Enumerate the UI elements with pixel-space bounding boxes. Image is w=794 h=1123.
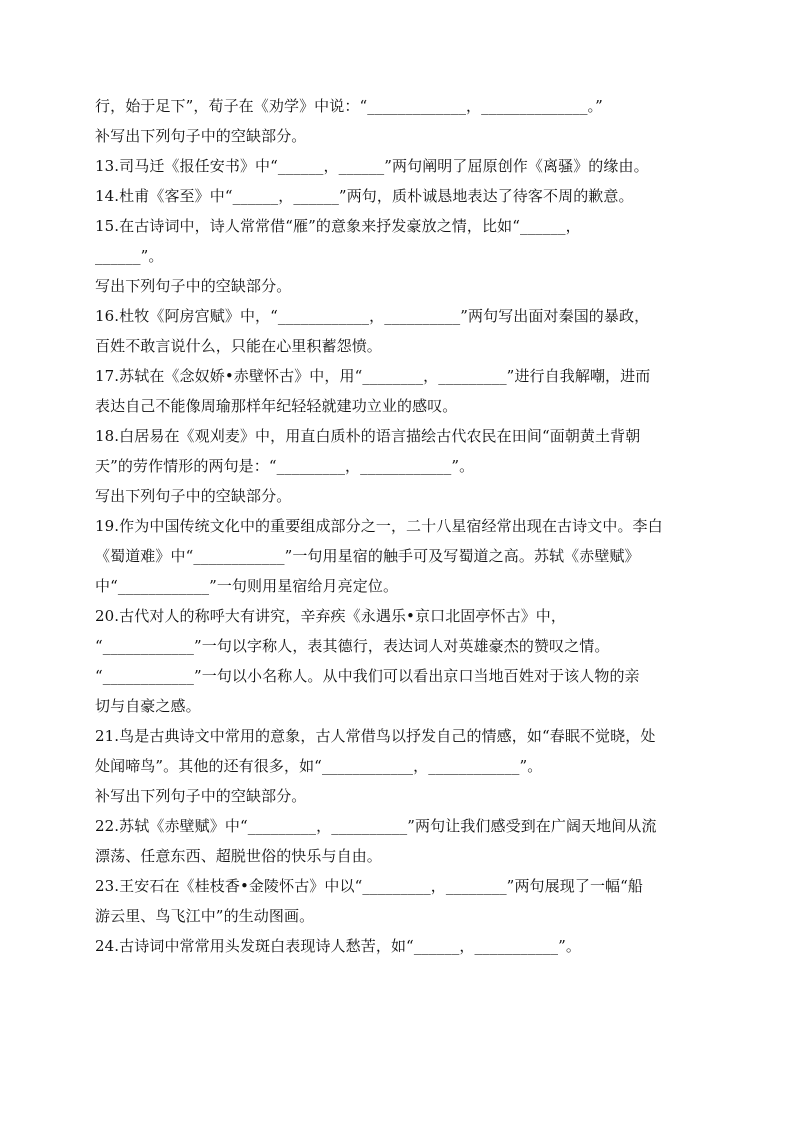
question-20-continued: “____________”一句以小名称人。从中我们可以看出京口当地百姓对于该人物的亲 [95,667,640,685]
question-21-continued: 处闻啼鸟”。其他的还有很多，如“____________，____________”。 [95,757,543,775]
question-15-continued: ______”。 [95,247,164,265]
question-16-continued: 百姓不敢言说什么，只能在心里积蓄怨愤。 [95,337,382,355]
document-body [95,91,715,961]
question-13: 13.司马迁《报任安书》中“______，______”两句阐明了屈原创作《离骚》的缘由。 [95,157,649,175]
question-19-continued: 《蜀道难》中“____________”一句用星宿的触手可及写蜀道之高。苏轼《赤壁赋》 [95,547,640,565]
section-instruction: 补写出下列句子中的空缺部分。 [95,127,307,145]
section-instruction: 写出下列句子中的空缺部分。 [95,277,292,295]
question-23: 23.王安石在《桂枝香•金陵怀古》中以“_________，________”两句展现了一幅“船 [95,877,644,895]
section-instruction: 补写出下列句子中的空缺部分。 [95,787,307,805]
question-17: 17.苏轼在《念奴娇•赤壁怀古》中，用“________，_________”进行自我解嘲，进而 [95,367,651,385]
text-line: 行，始于足下”，荀子在《劝学》中说：“_____________，______________。” [95,97,603,115]
question-22-continued: 漂荡、任意东西、超脱世俗的快乐与自由。 [95,847,382,865]
question-21: 21.鸟是古典诗文中常用的意象，古人常借鸟以抒发自己的情感，如“春眠不觉晓，处 [95,727,656,745]
question-19: 19.作为中国传统文化中的重要组成部分之一，二十八星宿经常出现在古诗文中。李白 [95,517,663,535]
question-18: 18.白居易在《观刈麦》中，用直白质朴的语言描绘古代农民在田间“面朝黄土背朝 [95,427,641,445]
section-instruction: 写出下列句子中的空缺部分。 [95,487,292,505]
question-16: 16.杜牧《阿房宫赋》中，“____________，__________”两句写出面对秦国的暴政， [95,307,650,325]
question-23-continued: 游云里、鸟飞江中”的生动图画。 [95,907,315,925]
question-22: 22.苏轼《赤壁赋》中“_________，__________”两句让我们感受到在广阔天地间从流 [95,817,657,835]
question-20-continued: 切与自豪之感。 [95,697,201,715]
question-18-continued: 天”的劳作情形的两句是：“_________，____________”。 [95,457,475,475]
question-20: 20.古代对人的称呼大有讲究，辛弃疾《永遇乐•京口北固亭怀古》中， [95,607,567,625]
question-24: 24.古诗词中常常用头发斑白表现诗人愁苦，如“______，___________”。 [95,937,581,955]
question-20-continued: “____________”一句以字称人，表其德行，表达词人对英雄豪杰的赞叹之情。 [95,637,610,655]
question-15: 15.在古诗词中，诗人常常借“雁”的意象来抒发豪放之情，比如“______， [95,217,581,235]
question-14: 14.杜甫《客至》中“______，______”两句，质朴诚恳地表达了待客不周的歉意。 [95,187,634,205]
question-19-continued: 中“____________”一句则用星宿给月亮定位。 [95,577,399,595]
question-17-continued: 表达自己不能像周瑜那样年纪轻轻就建功立业的感叹。 [95,397,458,415]
